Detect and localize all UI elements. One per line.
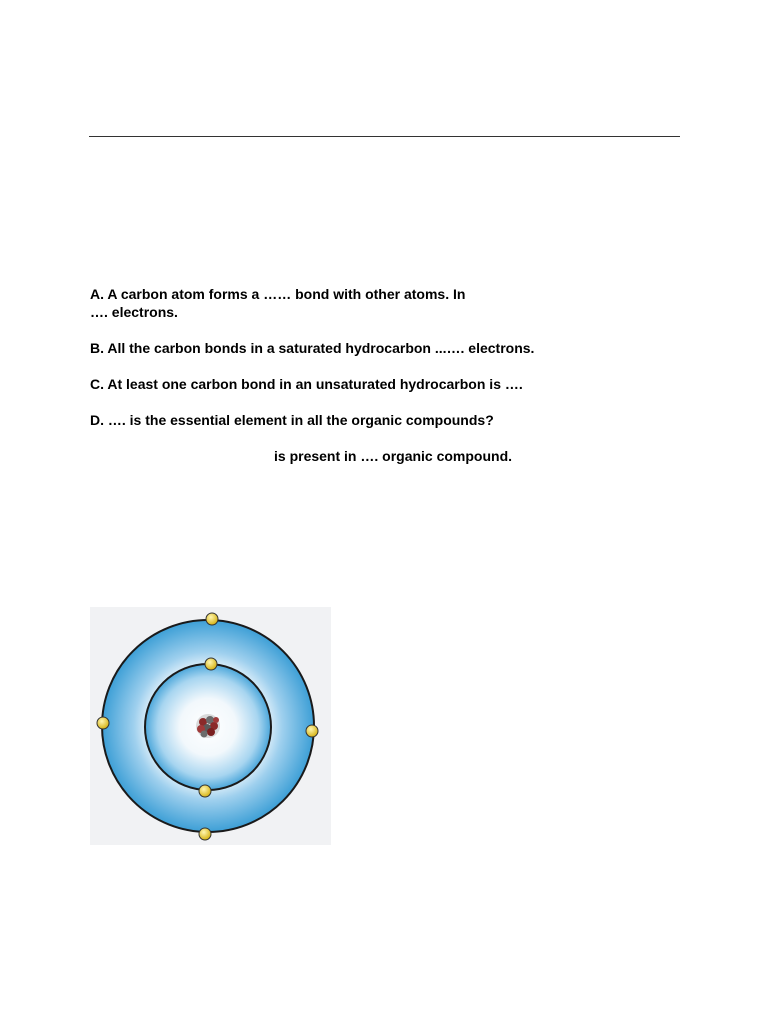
nucleus <box>196 714 220 738</box>
question-c: C. At least one carbon bond in an unsaturated hydrocarbon is …. <box>90 376 523 392</box>
carbon-atom-icon <box>90 607 331 845</box>
header-divider <box>89 136 680 137</box>
electron <box>206 613 218 625</box>
electron <box>199 828 211 840</box>
question-d-line-2: is present in …. organic compound. <box>274 448 513 464</box>
question-a-line-1: A. A carbon atom forms a …… bond with other atoms. In <box>90 286 466 302</box>
question-a-line-2: …. electrons. <box>90 304 178 320</box>
electron <box>199 785 211 797</box>
electron <box>205 658 217 670</box>
question-b: B. All the carbon bonds in a saturated hydrocarbon ...…. electrons. <box>90 340 535 356</box>
electron <box>306 725 318 737</box>
carbon-atom-figure <box>90 607 331 845</box>
electron <box>97 717 109 729</box>
question-d: D. …. is the essential element in all the organic compounds? <box>90 412 494 428</box>
